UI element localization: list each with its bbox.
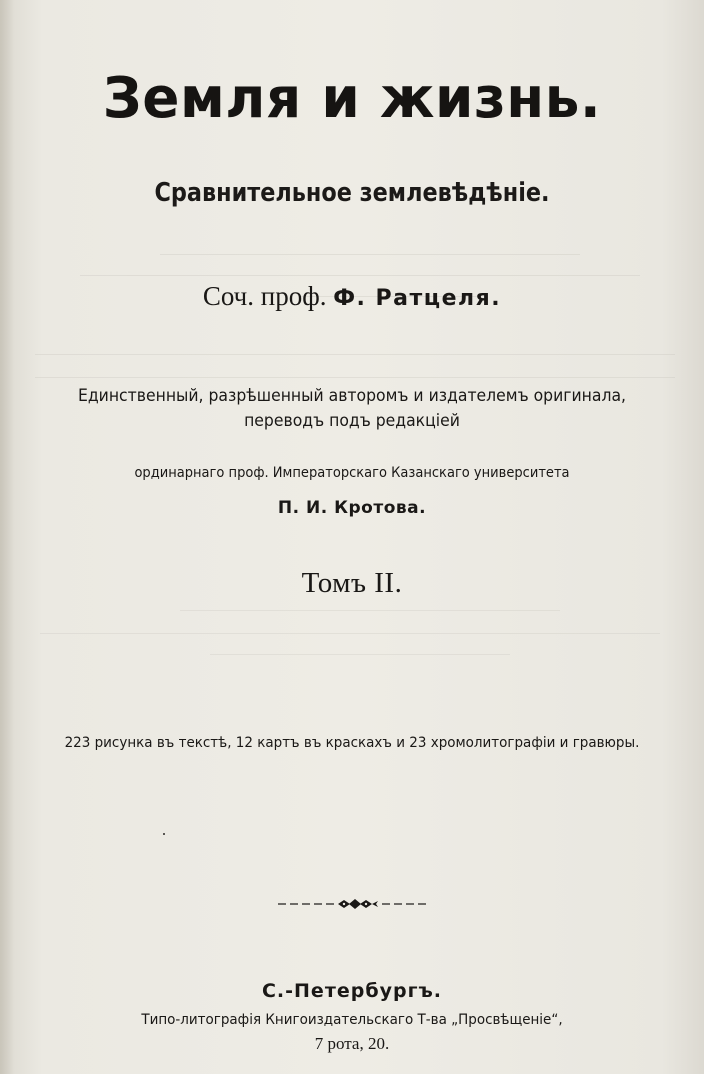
ornament-divider-icon xyxy=(0,896,704,912)
translation-note-line-1: Единственный, разрѣшенный авторомъ и издателемъ оригинала, xyxy=(77,386,627,406)
ink-speck xyxy=(163,833,165,835)
book-title: Земля и жизнь. xyxy=(102,66,602,131)
binding-edge-shadow xyxy=(0,0,14,1074)
author-line xyxy=(0,281,704,312)
author-name: Ф. Ратцеля. xyxy=(333,286,502,311)
illustrations-note: 223 рисунка въ текстѣ, 12 картъ въ краскахъ и 23 хромолитографіи и гравюры. xyxy=(64,735,640,751)
translation-note-line-2: переводъ подъ редакціей xyxy=(244,411,460,431)
editor-affiliation: ординарнаго проф. Императорскаго Казанскаго университета xyxy=(134,465,570,481)
publisher-city: С.-Петербургъ. xyxy=(261,980,442,1002)
bleed-through-shadow-3 xyxy=(40,600,670,670)
publisher-printer: Типо-литографія Книгоиздательскаго Т-ва „Просвѣщеніе“, xyxy=(141,1012,563,1028)
volume-number: Томъ II. xyxy=(301,567,403,599)
book-subtitle: Сравнительное землевѣдѣніе. xyxy=(154,178,550,208)
editor-name: П. И. Кротова. xyxy=(277,498,427,518)
author-prefix: Соч. проф. xyxy=(202,281,327,311)
publisher-address: 7 рота, 20. xyxy=(314,1034,390,1053)
bleed-through-shadow-2 xyxy=(35,340,675,380)
